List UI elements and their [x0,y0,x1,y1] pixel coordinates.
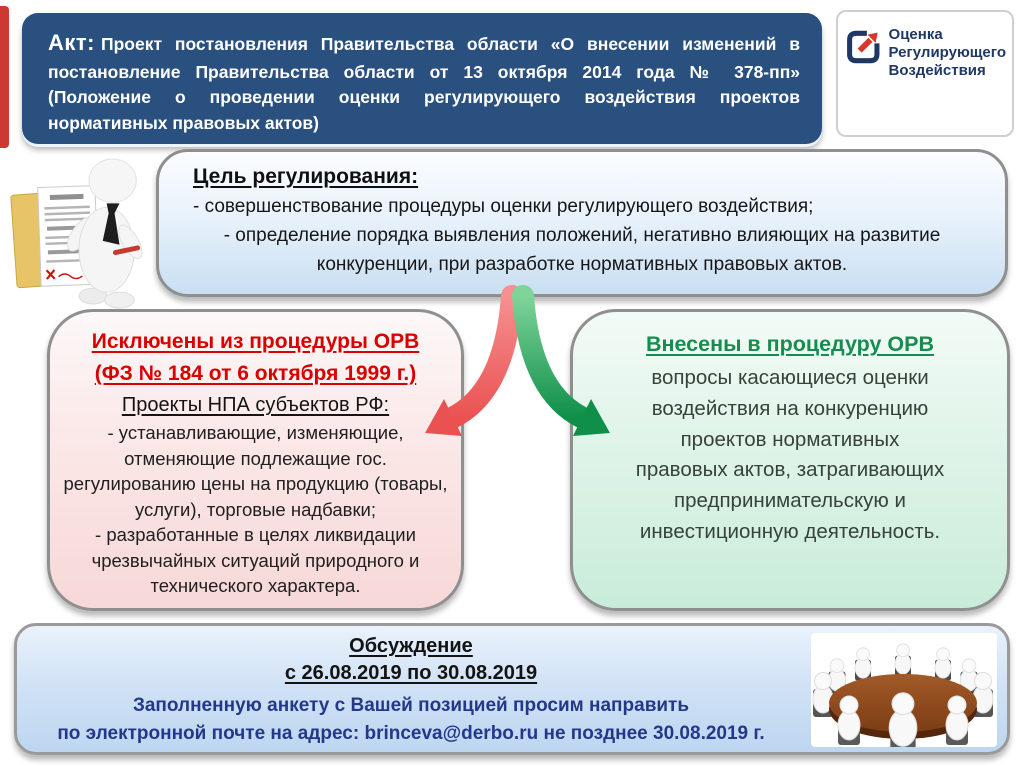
act-header-text [48,27,800,137]
document-person-illustration [8,151,156,309]
act-label: Акт: [48,30,95,55]
excluded-item: - разработанные в целях ликвидации чрезвычайных ситуаций природного и технического характера. [91,524,420,597]
included-box [570,309,1010,611]
meeting-illustration [811,633,997,747]
goal-item: - совершенствование процедуры оценки регулирующего воздействия; [193,196,814,217]
discussion-box [14,623,1010,755]
left-accent-stripe [0,6,9,148]
excluded-item: - устанавливающие, изменяющие, отменяющие подлежащие гос. регулированию цены на продукцию (товары, услуги), торговые надбавки; [63,422,448,520]
excluded-title-line2: (ФЗ № 184 от 6 октября 1999 г.) [94,361,417,385]
discussion-text [27,635,795,747]
act-text: Проект постановления Правительства области «О внесении изменений в постановление Правительства области от 13 октября 2014 года № 378-пп» (Положение о проведении оценки регулирующего воздействия проектов нормативных правовых актов) [48,34,800,134]
orv-logo [836,10,1014,137]
included-title: Внесены в процедуру ОРВ [646,332,934,356]
excluded-title [62,326,449,389]
included-body: вопросы касающиеся оценки воздействия на конкуренцию проектов нормативных правовых актов, затрагивающих предпринимательскую и инвестиционную деятельность. [635,366,945,543]
excluded-title-line1: Исключены из процедуры ОРВ [91,330,420,353]
orv-logo-line: Воздействия [888,62,986,79]
discussion-dates: с 26.08.2019 по 30.08.2019 [284,662,538,684]
excluded-subtitle: Проекты НПА субъектов РФ: [121,394,390,416]
act-header [22,13,822,144]
discussion-instruction-line2: по электронной почте на адрес: brinceva@derbo.ru не позднее 30.08.2019 г. [57,723,765,745]
goal-item: - определение порядка выявления положений, негативно влияющих на развитие конкуренции, при разработке нормативных правовых актов. [223,225,941,275]
orv-logo-line: Оценка [888,26,943,43]
orv-logo-line: Регулирующего [888,44,1006,61]
orv-logo-text [889,24,1006,80]
discussion-instruction-line1: Заполненную анкету с Вашей позицией просим направить [132,695,690,716]
goal-box [156,149,1008,297]
goal-title: Цель регулирования: [193,165,419,188]
excluded-box [47,309,464,611]
discussion-title: Обсуждение [349,635,473,657]
orv-arrow-logo-icon [846,24,881,70]
